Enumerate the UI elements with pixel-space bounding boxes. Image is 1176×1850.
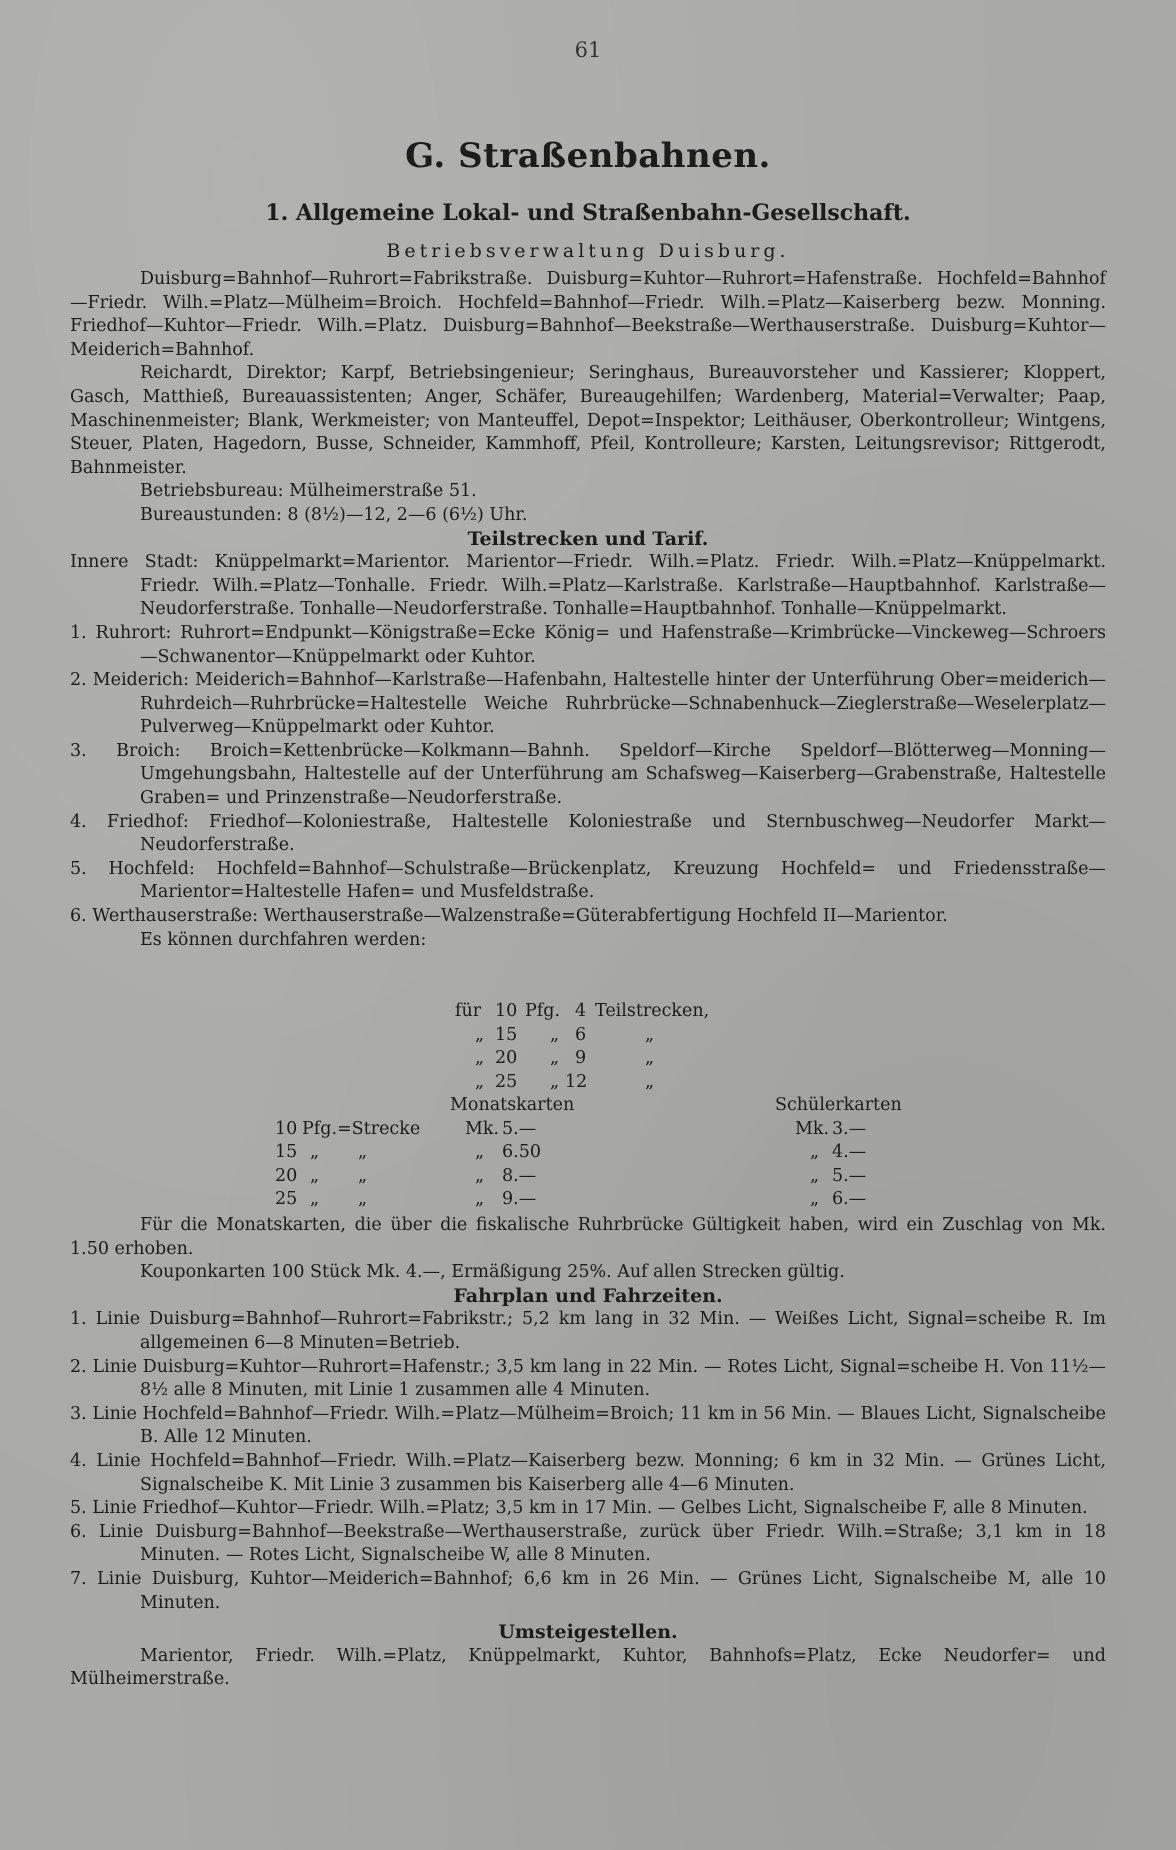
- timetable-line: [70, 1450, 1106, 1497]
- fare-pfg: 20: [495, 1048, 518, 1069]
- monthly-unit: „: [475, 1189, 485, 1210]
- pupil-price: 3.—: [832, 1118, 867, 1139]
- pupil-unit: „: [810, 1142, 820, 1163]
- fare-label: „: [645, 1048, 655, 1069]
- monthly-header: Monatskarten: [450, 1095, 575, 1115]
- line-description: Linie Duisburg=Bahnhof—Beekstraße—Werthauserstraße, zurück über Friedr. Wilh.=Straße; 3,1 km in 18 Minuten. — Rotes Licht, Signalscheibe W, alle 8 Minuten.: [98, 1521, 1106, 1566]
- section-name: Ruhrort:: [95, 622, 172, 643]
- section-number: 4.: [70, 811, 87, 832]
- line-number: 1.: [70, 1309, 87, 1330]
- through-fare-row: [455, 1047, 755, 1071]
- timetable-lines: [70, 1308, 1106, 1615]
- surcharge-note: Für die Monatskarten, die über die fiskalische Ruhrbrücke Gültigkeit haben, wird ein Zuschlag von Mk. 1.50 erhoben.: [70, 1215, 1106, 1259]
- card-label: „ „: [310, 1165, 368, 1186]
- fare-label: Teilstrecken,: [595, 1001, 710, 1021]
- section-title: G. Straßenbahnen.: [405, 136, 771, 176]
- fare-prefix: „: [475, 1048, 485, 1069]
- tariff-section: [70, 811, 1106, 858]
- monthly-price: 5.—: [502, 1118, 537, 1139]
- monthly-price: 8.—: [502, 1165, 537, 1186]
- timetable-line: [70, 1521, 1106, 1568]
- pupil-header: Schülerkarten: [775, 1095, 902, 1115]
- timetable-line: [70, 1308, 1106, 1355]
- fare-label: „: [645, 1024, 655, 1045]
- monthly-unit: „: [475, 1165, 485, 1186]
- section-number: 6.: [70, 906, 87, 927]
- card-distance: 20: [275, 1165, 298, 1186]
- card-distance: 25: [275, 1189, 298, 1210]
- line-description: Linie Duisburg, Kuhtor—Meiderich=Bahnhof; 6,6 km in 26 Min. — Grünes Licht, Signalscheibe M, alle 10 Minuten.: [97, 1568, 1106, 1613]
- section-number: 5.: [70, 858, 87, 879]
- card-distance: 10: [275, 1118, 298, 1139]
- office-hours: Bureaustunden: 8 (8½)—12, 2—6 (6½) Uhr.: [140, 504, 528, 525]
- fare-pfg: 10: [495, 1001, 518, 1021]
- inner-city-label: Innere Stadt:: [70, 552, 199, 573]
- section-name: Werthauserstraße:: [92, 906, 259, 927]
- fare-unit: „: [550, 1071, 560, 1092]
- section-number: 2.: [70, 670, 87, 691]
- fare-label: „: [645, 1071, 655, 1092]
- fare-pfg: 15: [495, 1024, 518, 1045]
- tariff-section: [70, 669, 1106, 740]
- tariff-section: [70, 740, 1106, 811]
- section-route: Broich=Kettenbrücke—Kolkmann—Bahnh. Speldorf—Kirche Speldorf—Blötterweg—Monning—Umgehungsbahn, Haltestelle auf der Unterführung am Schafsweg—Kaiserberg—Grabenstraße, Haltestelle Graben= und Prinzenstraße—Neudorferstraße.: [140, 740, 1106, 809]
- fare-sections: 12: [565, 1071, 588, 1092]
- line-number: 7.: [70, 1568, 87, 1589]
- monthly-unit: „: [475, 1142, 485, 1163]
- timetable-heading: Fahrplan und Fahrzeiten.: [453, 1284, 723, 1307]
- section-route: Werthauserstraße—Walzenstraße=Güterabfertigung Hochfeld II—Marientor.: [263, 906, 948, 927]
- inner-city-text: Knüppelmarkt=Marientor. Marientor—Friedr. Wilh.=Platz. Friedr. Wilh.=Platz—Knüppelmarkt. Friedr. Wilh.=Platz—Tonhalle. Friedr. Wilh.=Platz—Karlstraße. Karlstraße—Hauptbahnhof. Karlstraße—Neudorferstraße. Tonhalle—Neudorferstraße. Tonhalle=Hauptbahnhof. Tonhalle—Knüppelmarkt.: [140, 552, 1106, 620]
- card-label: „ „: [310, 1142, 368, 1163]
- monthly-price: 9.—: [502, 1189, 537, 1210]
- fare-unit: Pfg.: [525, 1001, 561, 1021]
- pupil-unit: „: [810, 1189, 820, 1210]
- card-fare-row: [70, 1118, 1106, 1142]
- section-name: Meiderich:: [92, 670, 190, 691]
- pupil-price: 4.—: [832, 1142, 867, 1163]
- section-route: Ruhrort=Endpunkt—Königstraße=Ecke König= und Hafenstraße—Krimbrücke—Vinckeweg—Schroers—Schwanentor—Knüppelmarkt oder Kuhtor.: [140, 622, 1106, 667]
- fare-sections: 4: [575, 1001, 587, 1021]
- pupil-unit: Mk.: [795, 1118, 830, 1139]
- company-info: [70, 268, 1106, 952]
- card-fare-row: [70, 1141, 1106, 1165]
- fare-unit: „: [550, 1024, 560, 1045]
- tariff-notes: [70, 1214, 1106, 1692]
- administration-heading: Betriebsverwaltung Duisburg.: [386, 240, 790, 262]
- page-number: 61: [574, 38, 602, 62]
- timetable-line: [70, 1356, 1106, 1403]
- fare-prefix: „: [475, 1024, 485, 1045]
- line-description: Linie Hochfeld=Bahnhof—Friedr. Wilh.=Platz—Mülheim=Broich; 11 km in 56 Min. — Blaues Licht, Signalscheibe B. Alle 12 Minuten.: [92, 1403, 1106, 1448]
- routes-overview: Duisburg=Bahnhof—Ruhrort=Fabrikstraße. Duisburg=Kuhtor—Ruhrort=Hafenstraße. Hochfeld=Bahnhof—Friedr. Wilh.=Platz—Mülheim=Broich. Hochfeld=Bahnhof—Friedr. Wilh.=Platz—Kaiserberg bezw. Monning. Friedhof—Kuhtor—Friedr. Wilh.=Platz. Duisburg=Bahnhof—Beekstraße—Werthauserstraße. Duisburg=Kuhtor—Meiderich=Bahnhof.: [70, 269, 1106, 360]
- line-description: Linie Duisburg=Kuhtor—Ruhrort=Hafenstr.; 3,5 km lang in 22 Min. — Rotes Licht, Signal=scheibe H. Von 11½—8½ alle 8 Minuten, mit Linie 1 zusammen alle 4 Minuten.: [92, 1356, 1106, 1401]
- tariff-section: [70, 622, 1106, 669]
- staff-list: Reichardt, Direktor; Karpf, Betriebsingenieur; Seringhaus, Bureauvorsteher und Kassierer; Kloppert, Gasch, Matthieß, Bureauassistenten; Anger, Schäfer, Bureaugehilfen; Wardenberg, Material=Verwalter; Paap, Maschinenmeister; Blank, Werkmeister; von Manteuffel, Depot=Inspektor; Leithäuser, Oberkontrolleur; Wintgens, Steuer, Platen, Hagedorn, Busse, Schneider, Kammhoff, Pfeil, Kontrolleure; Karsten, Leitungsrevisor; Rittgerodt, Bahnmeister.: [70, 363, 1106, 478]
- monthly-price: 6.50: [502, 1142, 541, 1163]
- section-number: 1.: [70, 622, 87, 643]
- fare-prefix: „: [475, 1071, 485, 1092]
- fare-sections: 6: [575, 1024, 587, 1045]
- fare-unit: „: [550, 1048, 560, 1069]
- timetable-line: [70, 1497, 1106, 1521]
- timetable-line: [70, 1568, 1106, 1615]
- pupil-price: 5.—: [832, 1165, 867, 1186]
- line-number: 6.: [70, 1521, 87, 1542]
- monthly-unit: Mk.: [465, 1118, 500, 1139]
- office-address: Betriebsbureau: Mülheimerstraße 51.: [140, 481, 477, 502]
- fare-prefix: für: [455, 1001, 482, 1021]
- card-label: „ „: [310, 1189, 368, 1210]
- transfers-heading: Umsteigestellen.: [498, 1621, 678, 1644]
- card-label: Pfg.=Strecke: [302, 1118, 421, 1139]
- line-description: Linie Hochfeld=Bahnhof—Friedr. Wilh.=Platz—Kaiserberg bezw. Monning; 6 km in 32 Min. — Grünes Licht, Signalscheibe K. Mit Linie 3 zusammen bis Kaiserberg alle 4—6 Minuten.: [96, 1450, 1106, 1495]
- line-number: 5.: [70, 1498, 87, 1519]
- inner-city-sections: [70, 551, 1106, 622]
- section-number: 3.: [70, 740, 87, 761]
- pupil-unit: „: [810, 1165, 820, 1186]
- card-fare-row: [70, 1165, 1106, 1189]
- through-intro: Es können durchfahren werden:: [140, 929, 427, 950]
- line-description: Linie Friedhof—Kuhtor—Friedr. Wilh.=Platz; 3,5 km in 17 Min. — Gelbes Licht, Signalscheibe F, alle 8 Minuten.: [92, 1498, 1088, 1519]
- fare-pfg: 25: [495, 1071, 518, 1092]
- company-heading: 1. Allgemeine Lokal- und Straßenbahn-Gesellschaft.: [265, 200, 911, 226]
- card-fare-row: [70, 1188, 1106, 1212]
- section-route: Meiderich=Bahnhof—Karlstraße—Hafenbahn, Haltestelle hinter der Unterführung Ober=meiderich—Ruhrdeich—Ruhrbrücke=Haltestelle Weiche Ruhrbrücke—Schnabenhuck—Zieglerstraße—Weselerplatz—Pulverweg—Knüppelmarkt oder Kuhtor.: [140, 670, 1106, 738]
- line-description: Linie Duisburg=Bahnhof—Ruhrort=Fabrikstr.; 5,2 km lang in 32 Min. — Weißes Licht, Signal=scheibe R. Im allgemeinen 6—8 Minuten=Betrieb.: [95, 1309, 1106, 1353]
- tariff-sections: [70, 622, 1106, 929]
- transfers-text: Marientor, Friedr. Wilh.=Platz, Knüppelmarkt, Kuhtor, Bahnhofs=Platz, Ecke Neudorfer= und Mülheimerstraße.: [70, 1645, 1106, 1690]
- line-number: 3.: [70, 1403, 87, 1424]
- tariff-section: [70, 858, 1106, 905]
- card-distance: 15: [275, 1142, 298, 1163]
- coupon-note: Kouponkarten 100 Stück Mk. 4.—, Ermäßigung 25%. Auf allen Strecken gültig.: [140, 1262, 845, 1283]
- section-name: Friedhof:: [106, 811, 189, 832]
- through-fare-row: [455, 1071, 755, 1095]
- fare-sections: 9: [575, 1048, 587, 1069]
- section-route: Hochfeld=Bahnhof—Schulstraße—Brückenplatz, Kreuzung Hochfeld= und Friedensstraße—Marientor=Haltestelle Hafen= und Musfeldstraße.: [140, 858, 1106, 903]
- timetable-line: [70, 1403, 1106, 1450]
- pupil-price: 6.—: [832, 1189, 867, 1210]
- line-number: 4.: [70, 1450, 87, 1471]
- line-number: 2.: [70, 1356, 87, 1377]
- section-name: Broich:: [116, 740, 181, 761]
- through-fare-row: [455, 1000, 755, 1024]
- through-fare-table: [455, 1000, 755, 1094]
- card-fare-table: [70, 1094, 1106, 1212]
- section-name: Hochfeld:: [108, 858, 195, 879]
- through-fare-row: [455, 1024, 755, 1048]
- section-route: Friedhof—Koloniestraße, Haltestelle Koloniestraße und Sternbuschweg—Neudorfer Markt—Neudorferstraße.: [140, 811, 1106, 856]
- tariff-heading: Teilstrecken und Tarif.: [467, 527, 709, 550]
- tariff-section: [70, 905, 1106, 929]
